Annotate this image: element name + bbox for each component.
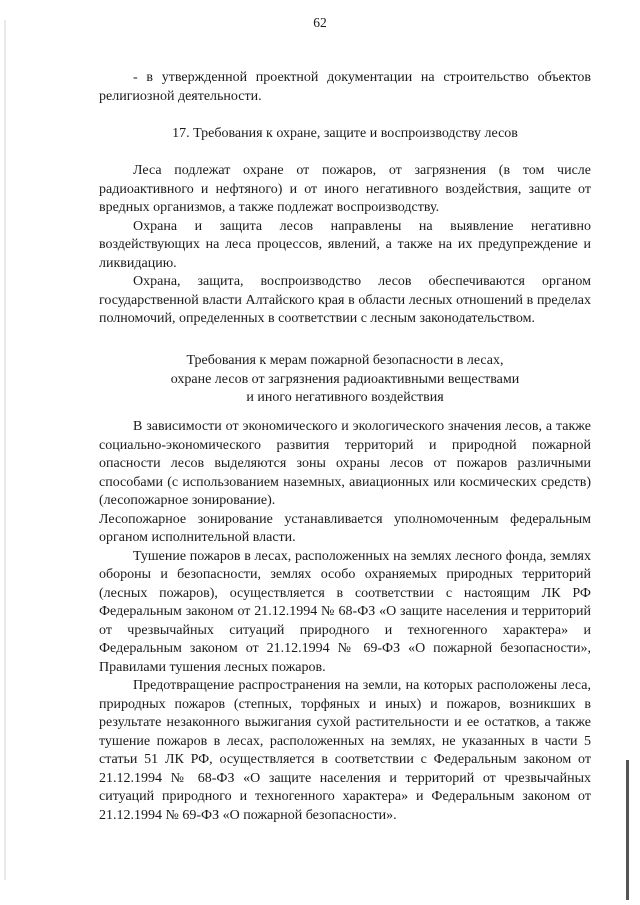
section-17-paragraph: Леса подлежат охране от пожаров, от загрязнения (в том числе радиоактивного и нефтяного) и от иного негативного воздействия, защите от вредных организмов, а также подлежат воспроизводству.: [99, 163, 591, 215]
fire-section-body: [99, 418, 591, 825]
intro-paragraph: - в утвержденной проектной документации на строительство объектов религиозной деятельности.: [99, 70, 591, 104]
fire-title-line: охране лесов от загрязнения радиоактивными веществами: [170, 371, 520, 387]
fire-paragraph: Тушение пожаров в лесах, расположенных на землях лесного фонда, землях обороны и безопасности, землях особо охраняемых природных территорий (лесных пожаров), осуществляется в соответствии с настоящим ЛК РФ Федеральным законом от 21.12.1994 № 68-ФЗ «О защите населения и территорий от чрезвычайных ситуаций природного и техногенного характера» и Федеральным законом от 21.12.1994 № 69-ФЗ «О пожарной безопасности», Правилами тушения лесных пожаров.: [99, 548, 591, 675]
fire-paragraph: Предотвращение распространения на земли, на которых расположены леса, природных пожаров (степных, торфяных и иных) и пожаров, возникших в результате незаконного выжигания сухой растительности и ее остатков, а также тушение пожаров в лесах, расположенных на землях, не указанных в части 5 статьи 51 ЛК РФ, осуществляется в соответствии с Федеральным законом от 21.12.1994 № 68-ФЗ «О защите населения и территорий от чрезвычайных ситуаций природного и техногенного характера» и Федеральным законом от 21.12.1994 № 69-ФЗ «О пожарной безопасности».: [99, 678, 591, 823]
fire-section-title: [99, 352, 591, 408]
section-17-paragraph: Охрана, защита, воспроизводство лесов обеспечиваются органом государственной власти Алтайского края в области лесных отношений в пределах полномочий, определенных в соответствии с лесным законодательством.: [99, 274, 591, 326]
intro-block: [99, 69, 591, 106]
scan-edge-right: [626, 760, 629, 900]
section-17: [99, 125, 591, 144]
page-number: 62: [313, 15, 327, 30]
section-17-body: [99, 162, 591, 329]
section-17-title: 17. Требования к охране, защите и воспроизводству лесов: [172, 126, 518, 141]
fire-title-line: и иного негативного воздействия: [246, 390, 444, 405]
fire-paragraph: Лесопожарное зонирование устанавливается уполномоченным федеральным органом исполнительной власти.: [99, 511, 591, 545]
fire-paragraph: В зависимости от экономического и экологического значения лесов, а также социально-экономического развития территорий и природной пожарной опасности лесов выделяются зоны охраны лесов от пожаров различными способами (с использованием наземных, авиационных или космических средств) (лесопожарное зонирование).: [99, 419, 591, 508]
scan-edge-left: [4, 20, 6, 880]
section-17-paragraph: Охрана и защита лесов направлены на выявление негативно воздействующих на леса процессов, явлений, а также на их предупреждение и ликвидацию.: [99, 218, 591, 271]
fire-title-line: Требования к мерам пожарной безопасности в лесах,: [186, 353, 504, 368]
